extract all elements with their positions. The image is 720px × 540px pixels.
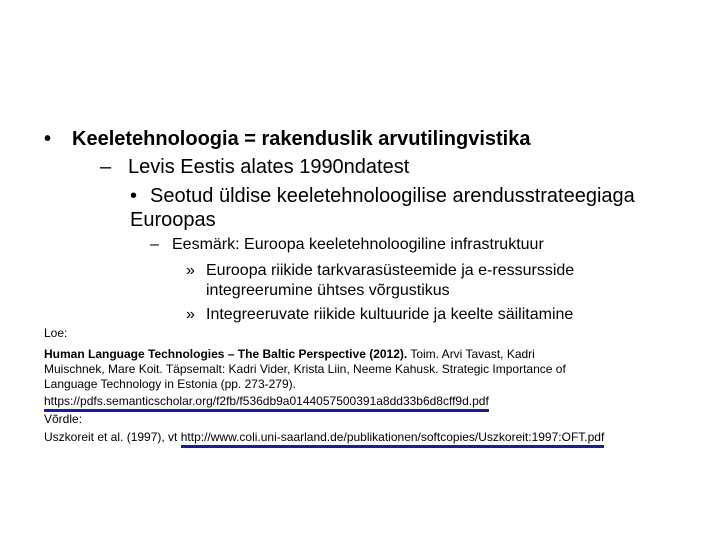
bullet-level5-b xyxy=(186,306,573,324)
reference-line1 xyxy=(44,347,535,362)
dash-icon: – xyxy=(150,236,159,253)
link-semanticscholar[interactable] xyxy=(44,394,489,409)
guillemet-icon: » xyxy=(186,306,195,323)
bullet-level5-a xyxy=(186,262,574,280)
vordle-label: Võrdle: xyxy=(44,412,83,426)
bullet-icon: • xyxy=(44,128,52,150)
book-title: Human Language Technologies – The Baltic Perspective (2012). xyxy=(44,347,408,361)
link-coli[interactable]: http://www.coli.uni-saarland.de/publikationen/softcopies/Uszkoreit:1997:OFT.pdf xyxy=(181,430,605,448)
reference-line2: Muischnek, Mare Koit. Täpsemalt: Kadri Vider, Krista Liin, Neeme Kahusk. Strategic Importance of xyxy=(44,362,566,376)
book-editors: Toim. Arvi Tavast, Kadri xyxy=(410,347,535,361)
bullet-level5-b-text: Integreeruvate riikide kultuuride ja keelte säilitamine xyxy=(206,306,574,323)
link-semanticscholar-text[interactable]: https://pdfs.semanticscholar.org/f2fb/f536db9a0144057500391a8dd33b6d8cff9d.pdf xyxy=(44,394,489,412)
bullet-level1 xyxy=(44,128,530,151)
bullet-level3 xyxy=(130,185,635,208)
bullet-level1-text: Keeletehnoloogia = rakenduslik arvutilingvistika xyxy=(72,128,531,150)
guillemet-icon: » xyxy=(186,262,195,279)
bullet-level2 xyxy=(100,156,409,179)
bullet-level5-a-text: Euroopa riikide tarkvarasüsteemide ja e-ressursside xyxy=(206,262,575,279)
uszkoreit-reference xyxy=(44,430,604,445)
bullet-level4 xyxy=(150,236,544,254)
bullet-level3-text: Seotud üldise keeletehnoloogilise arendusstrateegiaga xyxy=(150,185,635,207)
loe-label: Loe: xyxy=(44,326,68,340)
uszkoreit-text: Uszkoreit et al. (1997), vt xyxy=(44,430,178,444)
bullet-level2-text: Levis Eestis alates 1990ndatest xyxy=(128,156,410,178)
bullet-level3-continuation: Euroopas xyxy=(130,209,216,231)
reference-line3: Language Technology in Estonia (pp. 273-279). xyxy=(44,377,296,391)
dash-icon: – xyxy=(100,156,112,178)
bullet-level5-a-continuation: integreerumine ühtses võrgustikus xyxy=(206,282,450,299)
bullet-level4-text: Eesmärk: Euroopa keeletehnoloogiline infrastruktuur xyxy=(172,236,544,253)
bullet-icon: • xyxy=(130,185,138,207)
